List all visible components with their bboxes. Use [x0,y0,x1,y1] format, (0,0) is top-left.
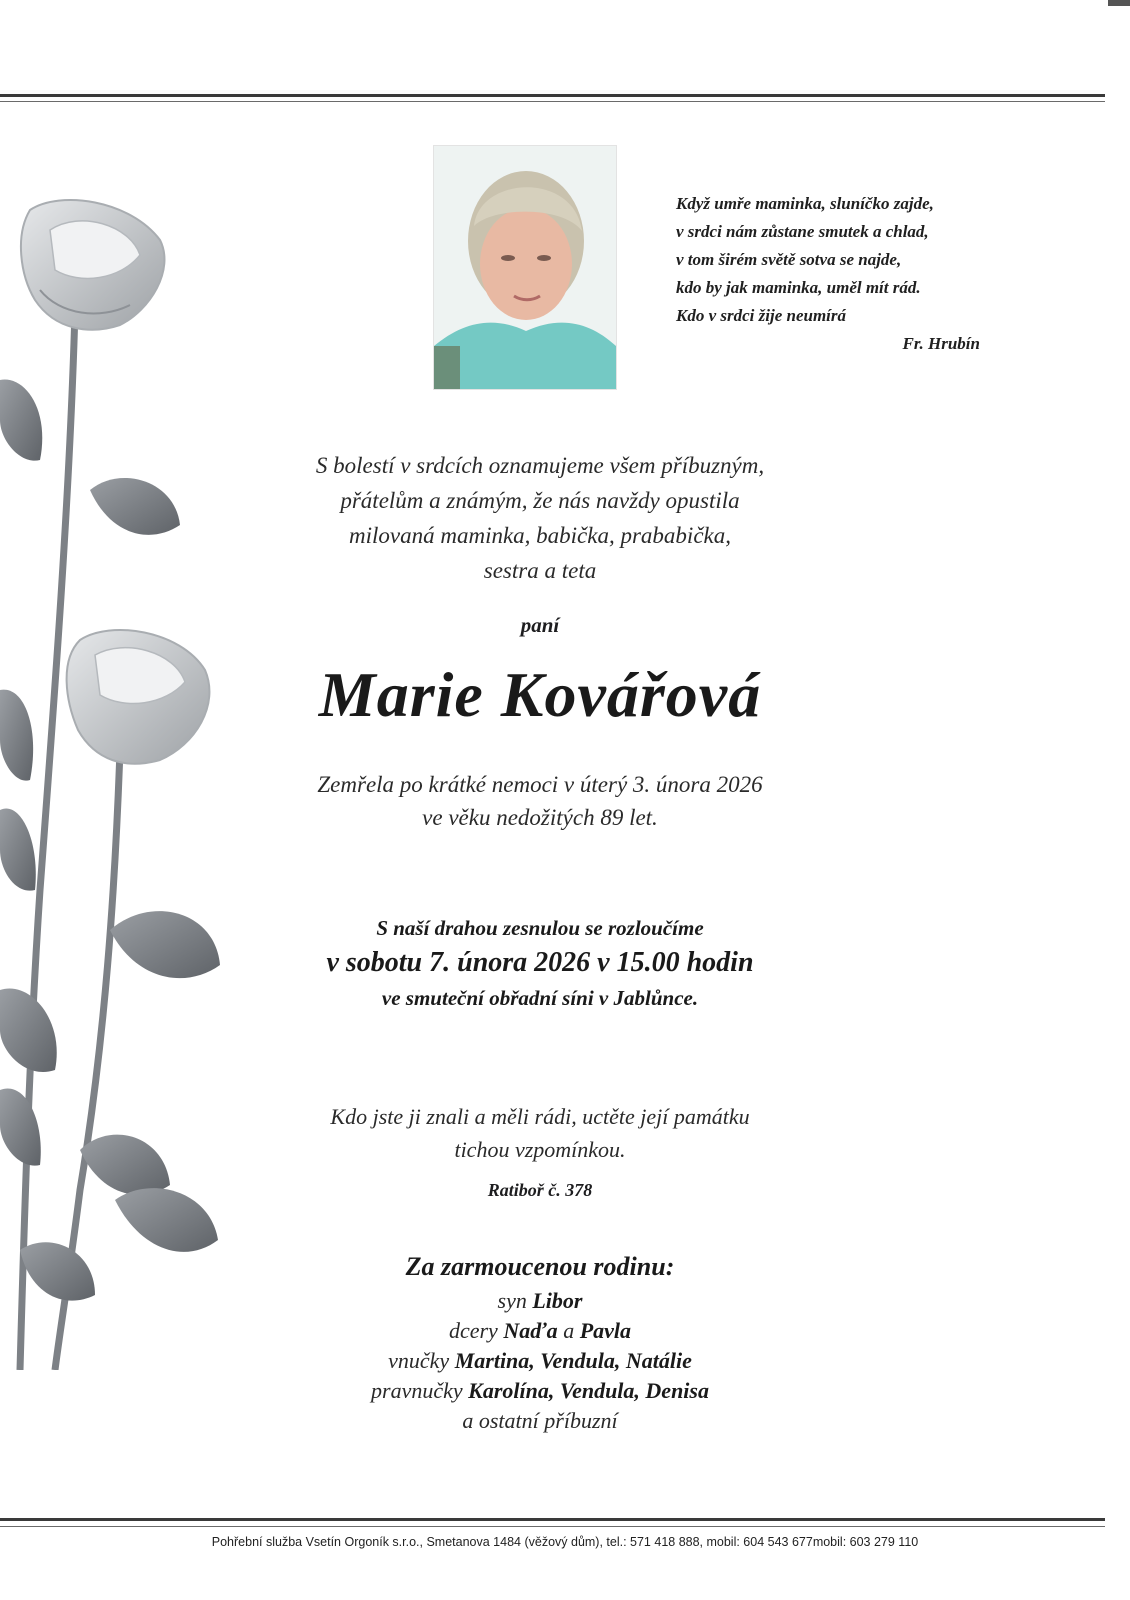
family-relation: vnučky [388,1348,450,1373]
funeral-datetime: v sobotu 7. února 2026 v 15.00 hodin [326,947,754,978]
poem-line: kdo by jak maminka, uměl mít rád. [676,278,921,297]
family-heading: Za zarmoucenou rodinu: [405,1252,675,1281]
announcement-line: milovaná maminka, babička, prababička, [349,523,731,548]
announcement-text [250,448,830,588]
death-info [250,768,830,834]
funeral-place: ve smuteční obřadní síni v Jablůnce. [381,986,699,1010]
poem-line: v srdci nám zůstane smutek a chlad, [676,222,929,241]
honorific: paní [520,613,560,637]
announcement-line: přátelům a známým, že nás navždy opustila [340,488,740,513]
portrait-photo [433,145,617,390]
remembrance-line: tichou vzpomínkou. [454,1137,626,1162]
remembrance-text [250,1100,830,1166]
family-member [250,1316,830,1346]
top-rule [0,94,1105,97]
bottom-rule [0,1518,1105,1521]
family-relation: pravnučky [371,1378,463,1403]
family-relation: syn [497,1288,527,1313]
family-names: Pavla [579,1318,632,1343]
family-member [250,1346,830,1376]
family-address: Ratiboř č. 378 [487,1180,593,1200]
family-list [250,1248,830,1436]
family-names: Karolína, Vendula, Denisa [468,1378,709,1403]
family-member [250,1286,830,1316]
family-names: Naďa [503,1318,558,1343]
funeral-info [250,913,830,1013]
poem-line: v tom širém světě sotva se najde, [676,250,902,269]
family-closing: a ostatní příbuzní [462,1408,618,1433]
rose-decoration [0,190,240,1370]
poem [676,190,996,358]
funeral-intro: S naší drahou zesnulou se rozloučíme [376,916,704,940]
death-line: Zemřela po krátké nemoci v úterý 3. února 2026 [317,772,763,797]
family-names: Libor [532,1288,583,1313]
poem-author: Fr. Hrubín [902,334,980,353]
poem-line: Když umře maminka, sluníčko zajde, [676,194,934,213]
family-names: Martina, Vendula, Natálie [454,1348,692,1373]
family-member [250,1376,830,1406]
family-relation: dcery [448,1318,498,1343]
remembrance-line: Kdo jste ji znali a měli rádi, uctěte její památku [330,1104,750,1129]
funeral-service-footer: Pohřební služba Vsetín Orgoník s.r.o., Smetanova 1484 (věžový dům), tel.: 571 418 888, mobil: 604 543 677mobil: 603 279 110 [211,1535,919,1549]
announcement-line: sestra a teta [483,558,597,583]
top-rule-thin [0,101,1105,102]
scan-corner-mark [1108,0,1130,6]
bottom-rule-thin [0,1526,1105,1527]
death-line: ve věku nedožitých 89 let. [422,805,658,830]
announcement-line: S bolestí v srdcích oznamujeme všem příbuzným, [315,453,765,478]
poem-line: Kdo v srdci žije neumírá [676,306,847,325]
deceased-name: Marie Kovářová [318,659,762,730]
family-joiner: a [563,1318,575,1343]
